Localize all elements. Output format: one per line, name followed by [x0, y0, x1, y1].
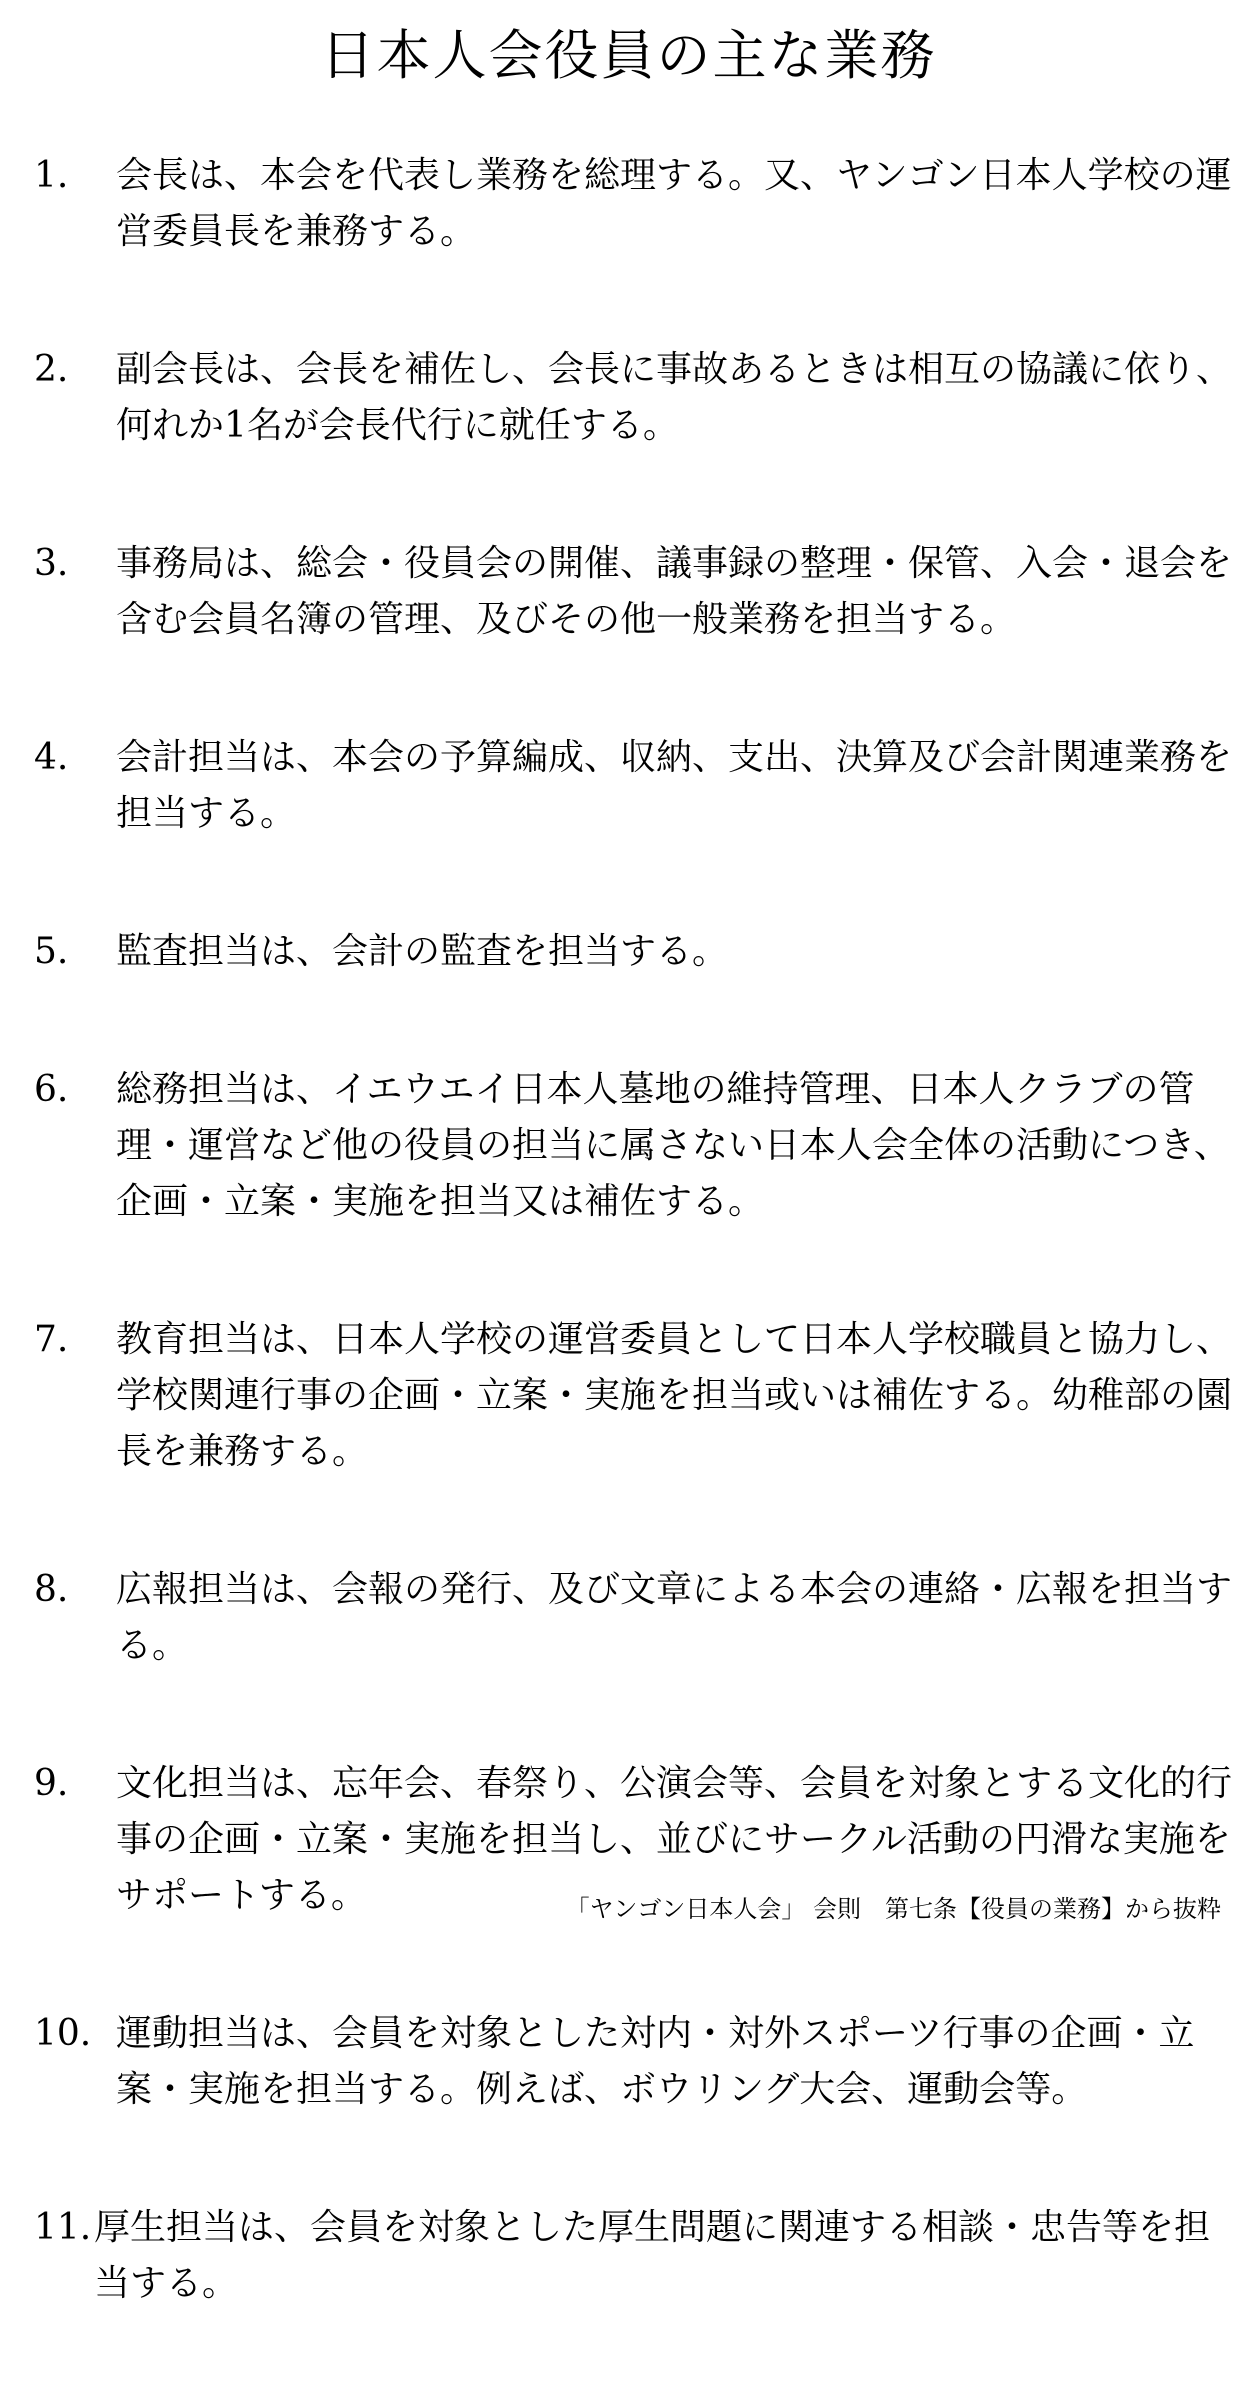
item-number: 2. [34, 349, 69, 390]
item-number: 5. [34, 931, 69, 972]
item-text: 広報担当は、会報の発行、及び文章による本会の連絡・広報を担当する。 [116, 1569, 1233, 1666]
list-item [34, 342, 1234, 454]
list-item [34, 536, 1234, 648]
document-title: 日本人会役員の主な業務 [320, 24, 937, 87]
item-number: 8. [34, 1569, 69, 1610]
item-number: 1. [34, 155, 69, 196]
item-number: 4. [34, 737, 69, 778]
item-text: 運動担当は、会員を対象とした対内・対外スポーツ行事の企画・立案・実施を担当する。例えば、ボウリング大会、運動会等。 [116, 2013, 1195, 2110]
item-text: 監査担当は、会計の監査を担当する。 [116, 931, 729, 972]
list-item [34, 148, 1234, 260]
list-item [34, 1062, 1234, 1230]
list-item [34, 2200, 1234, 2312]
item-number: 7. [34, 1319, 69, 1360]
list-item [34, 1312, 1234, 1480]
item-number: 10. [34, 2013, 92, 2054]
item-text: 文化担当は、忘年会、春祭り、公演会等、会員を対象とする文化的行事の企画・立案・実施を担当し、並びにサークル活動の円滑な実施をサポートする。 [116, 1763, 1233, 1916]
item-text: 会長は、本会を代表し業務を総理する。又、ヤンゴン日本人学校の運営委員長を兼務する。 [116, 155, 1232, 252]
item-text: 厚生担当は、会員を対象とした厚生問題に関連する相談・忠告等を担当する。 [94, 2207, 1211, 2304]
item-text: 教育担当は、日本人学校の運営委員として日本人学校職員と協力し、学校関連行事の企画・立案・実施を担当或いは補佐する。幼稚部の園長を兼務する。 [116, 1319, 1233, 1472]
item-text: 事務局は、総会・役員会の開催、議事録の整理・保管、入会・退会を含む会員名簿の管理、及びその他一般業務を担当する。 [116, 543, 1233, 640]
item-text: 副会長は、会長を補佐し、会長に事故あるときは相互の協議に依り、何れか1名が会長代行に就任する。 [116, 349, 1233, 446]
list-item [34, 2006, 1234, 2118]
source-note: 「ヤンゴン日本人会」 会則 第七条【役員の業務】から抜粋 [565, 1895, 1221, 1923]
list-item [34, 730, 1234, 842]
list-item [34, 924, 1234, 980]
duties-list [34, 148, 1234, 2394]
item-text: 総務担当は、イエウエイ日本人墓地の維持管理、日本人クラブの管理・運営など他の役員の担当に属さない日本人会全体の活動につき、企画・立案・実施を担当又は補佐する。 [116, 1069, 1230, 1222]
item-number: 11. [34, 2207, 92, 2248]
item-number: 3. [34, 543, 69, 584]
item-text: 会計担当は、本会の予算編成、収納、支出、決算及び会計関連業務を担当する。 [116, 737, 1233, 834]
item-number: 9. [34, 1763, 69, 1804]
list-item [34, 1562, 1234, 1674]
item-number: 6. [34, 1069, 69, 1110]
